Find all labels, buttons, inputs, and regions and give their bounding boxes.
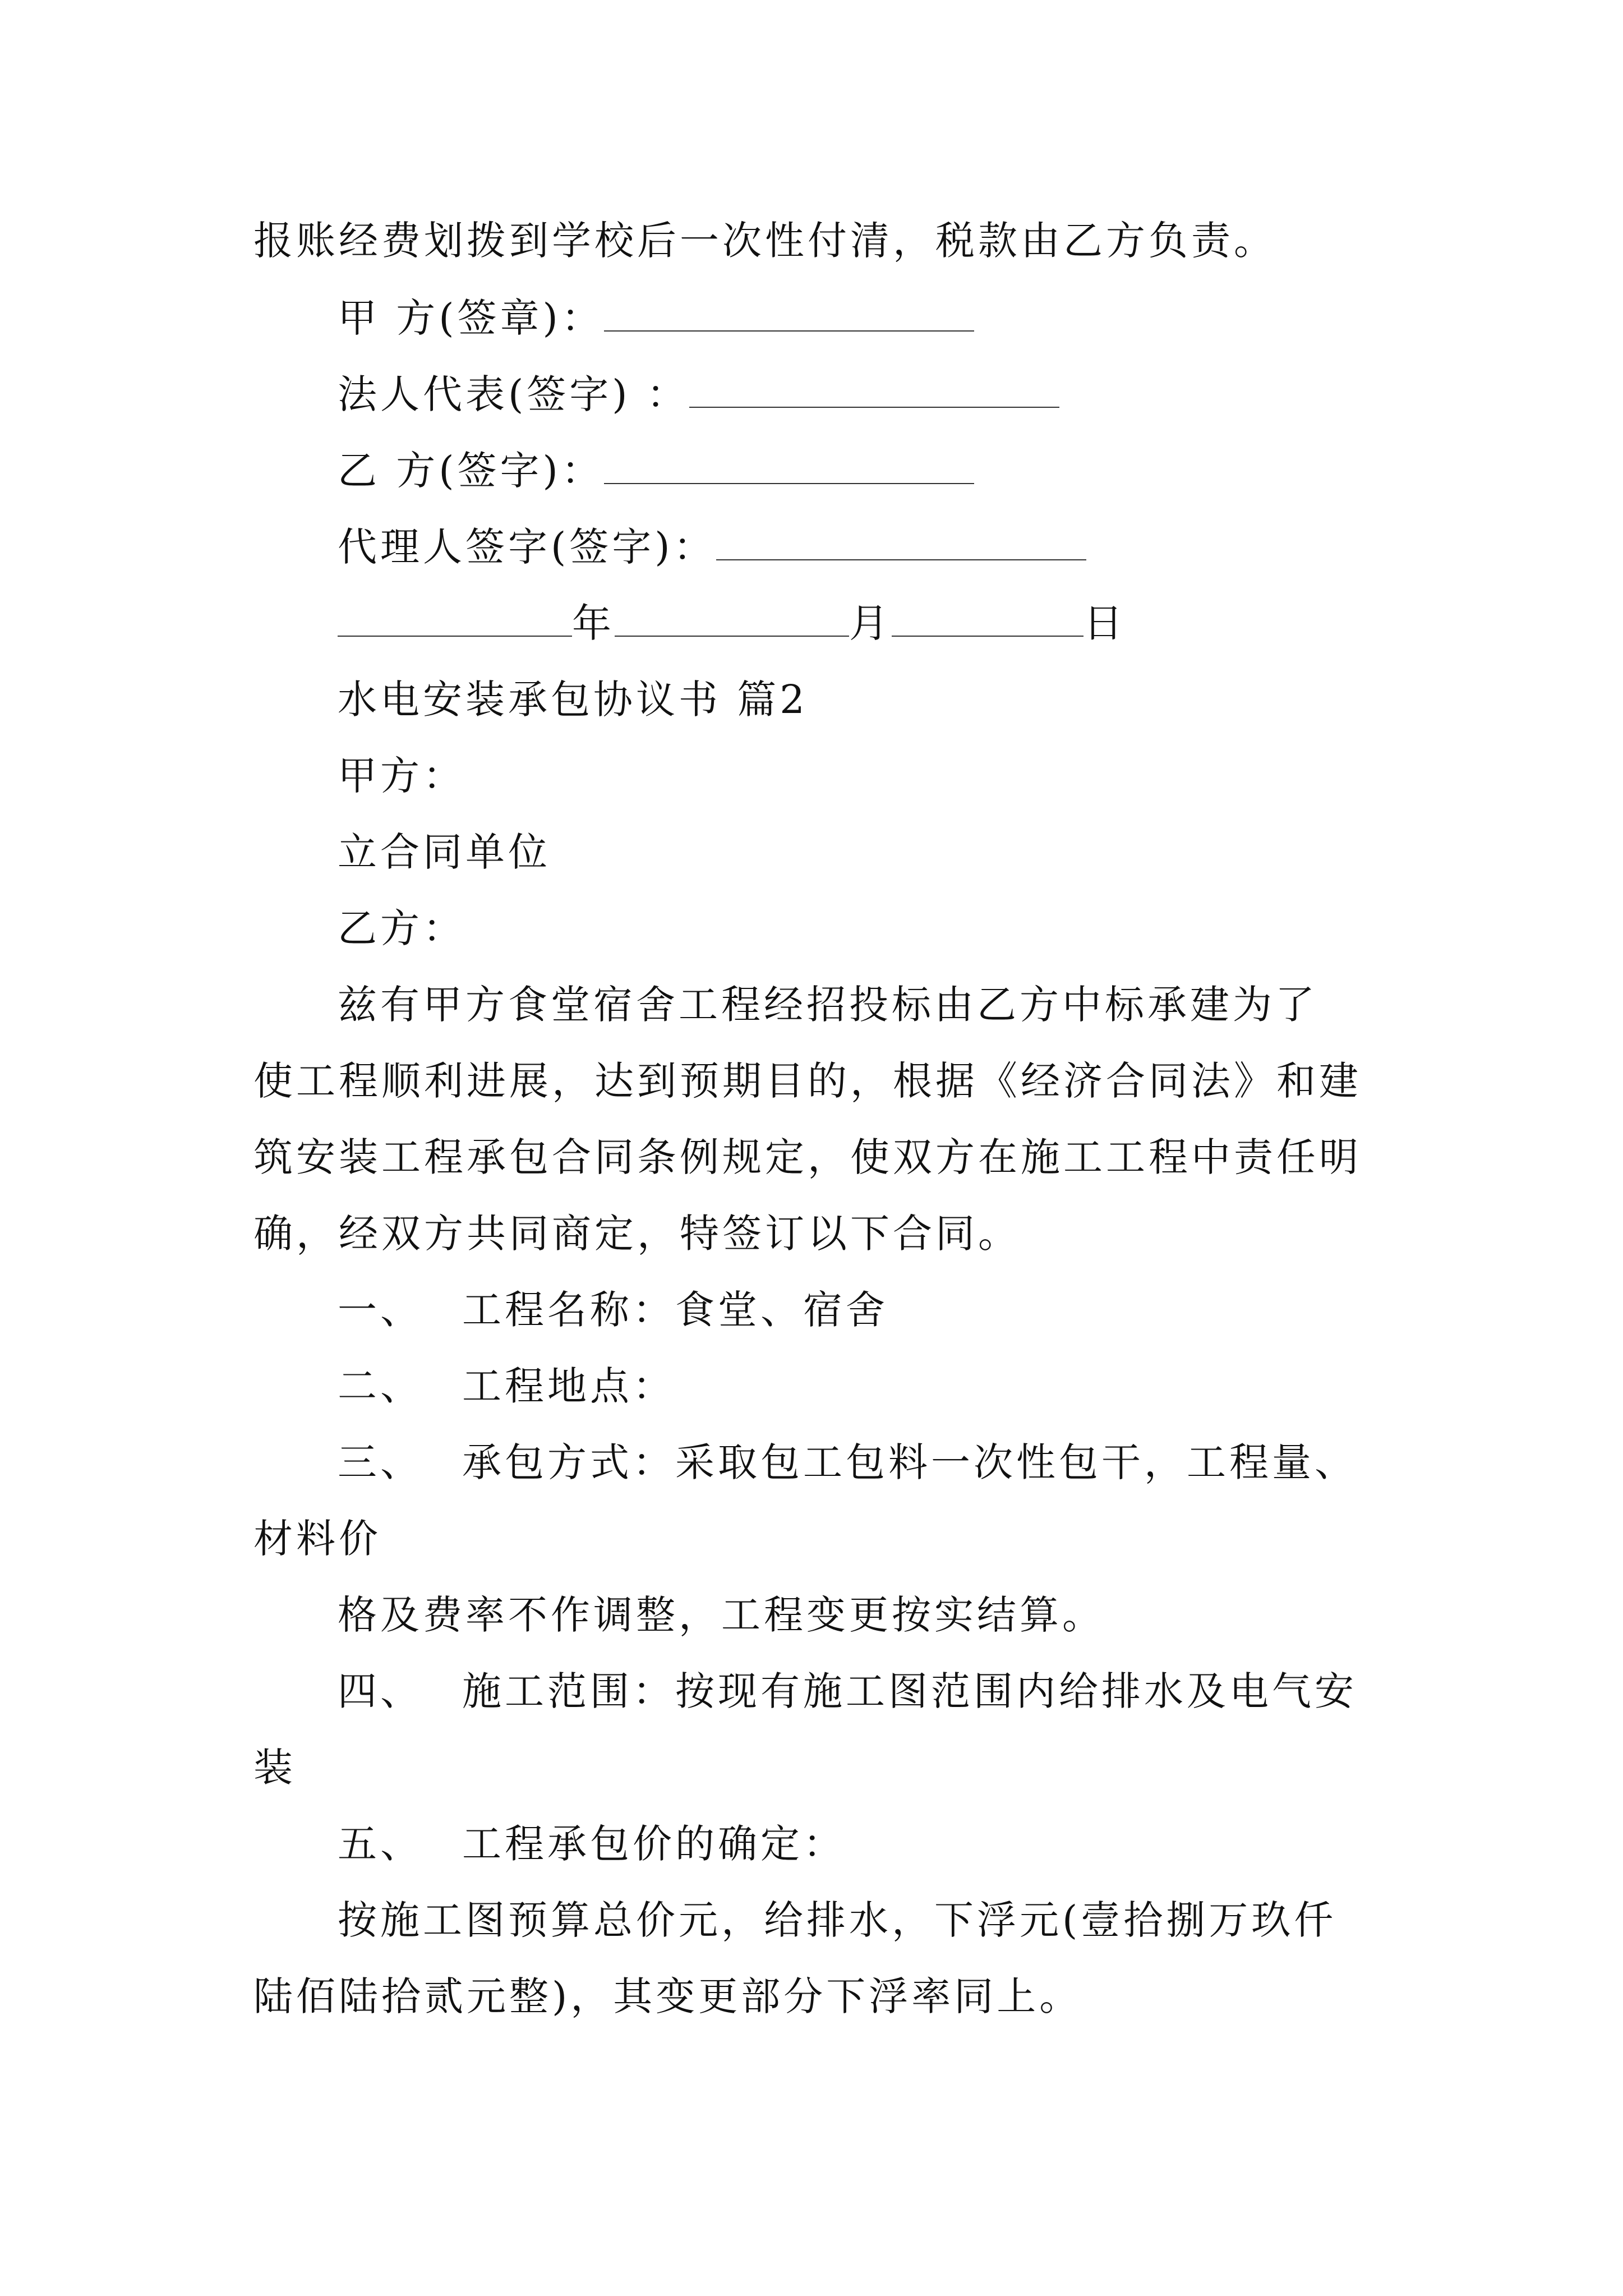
clause-3-number: 三、 <box>338 1439 423 1485</box>
year-label: 年 <box>572 600 615 646</box>
clause-2-text: 工程地点： <box>462 1363 675 1409</box>
preamble-line-2: 使工程顺利进展，达到预期目的，根据《经济合同法》和建 <box>253 1058 1362 1104</box>
agent-signature-row <box>338 524 1086 570</box>
legal-rep-signature-blank <box>689 375 1059 408</box>
clause-3-text: 承包方式：采取包工包料一次性包干，工程量、 <box>462 1439 1357 1485</box>
clause-1-number: 一、 <box>338 1287 423 1333</box>
preamble-line-4: 确，经双方共同商定，特签订以下合同。 <box>253 1211 1021 1257</box>
clause-3 <box>338 1439 1357 1485</box>
legal-rep-signature-row <box>338 371 1059 417</box>
legal-rep-signature-label: 法人代表(签字) ： <box>338 371 689 417</box>
party-b-line: 乙方： <box>338 905 465 951</box>
agreement-heading: 水电安装承包协议书 篇2 <box>338 677 808 723</box>
clause-5-text: 工程承包价的确定： <box>462 1821 846 1867</box>
party-b-signature-blank <box>604 452 974 484</box>
day-label: 日 <box>1083 600 1126 646</box>
preamble-line-1: 兹有甲方食堂宿舍工程经招投标由乙方中标承建为了 <box>338 982 1318 1028</box>
month-label: 月 <box>849 600 892 646</box>
clause-3-wrap: 材料价 <box>253 1516 381 1562</box>
clause-5-body-line-1: 按施工图预算总价元，给排水，下浮元(壹拾捌万玖仟 <box>338 1897 1337 1943</box>
clause-2-number: 二、 <box>338 1363 423 1409</box>
party-a-signature-label: 甲 方(签章)： <box>338 295 604 341</box>
party-a-line: 甲方： <box>338 753 465 799</box>
clause-4-wrap: 装 <box>253 1745 296 1791</box>
clause-4-text: 施工范围：按现有施工图范围内给排水及电气安 <box>462 1668 1357 1714</box>
party-a-signature-blank <box>604 299 974 332</box>
agent-signature-blank <box>716 528 1086 560</box>
agent-signature-label: 代理人签字(签字)： <box>338 524 716 570</box>
clause-3-continuation: 格及费率不作调整，工程变更按实结算。 <box>338 1592 1105 1638</box>
clause-1 <box>338 1287 888 1333</box>
party-b-signature-label: 乙 方(签字)： <box>338 448 604 494</box>
clause-4 <box>338 1668 1357 1714</box>
payment-terms-line: 报账经费划拨到学校后一次性付清，税款由乙方负责。 <box>253 218 1276 264</box>
clause-1-text: 工程名称：食堂、宿舍 <box>462 1287 888 1333</box>
preamble-line-3: 筑安装工程承包合同条例规定，使双方在施工工程中责任明 <box>253 1134 1362 1180</box>
clause-5-number: 五、 <box>338 1821 423 1867</box>
date-row <box>338 600 1126 646</box>
day-blank <box>892 604 1083 637</box>
party-b-signature-row <box>338 448 974 494</box>
month-blank <box>615 604 849 637</box>
clause-4-number: 四、 <box>338 1668 423 1714</box>
party-a-signature-row <box>338 295 974 341</box>
clause-5 <box>338 1821 846 1867</box>
year-blank <box>338 604 572 637</box>
clause-5-body-line-2: 陆佰陆拾贰元整)，其变更部分下浮率同上。 <box>253 1973 1082 2019</box>
contract-unit-line: 立合同单位 <box>338 829 551 875</box>
clause-2 <box>338 1363 675 1409</box>
